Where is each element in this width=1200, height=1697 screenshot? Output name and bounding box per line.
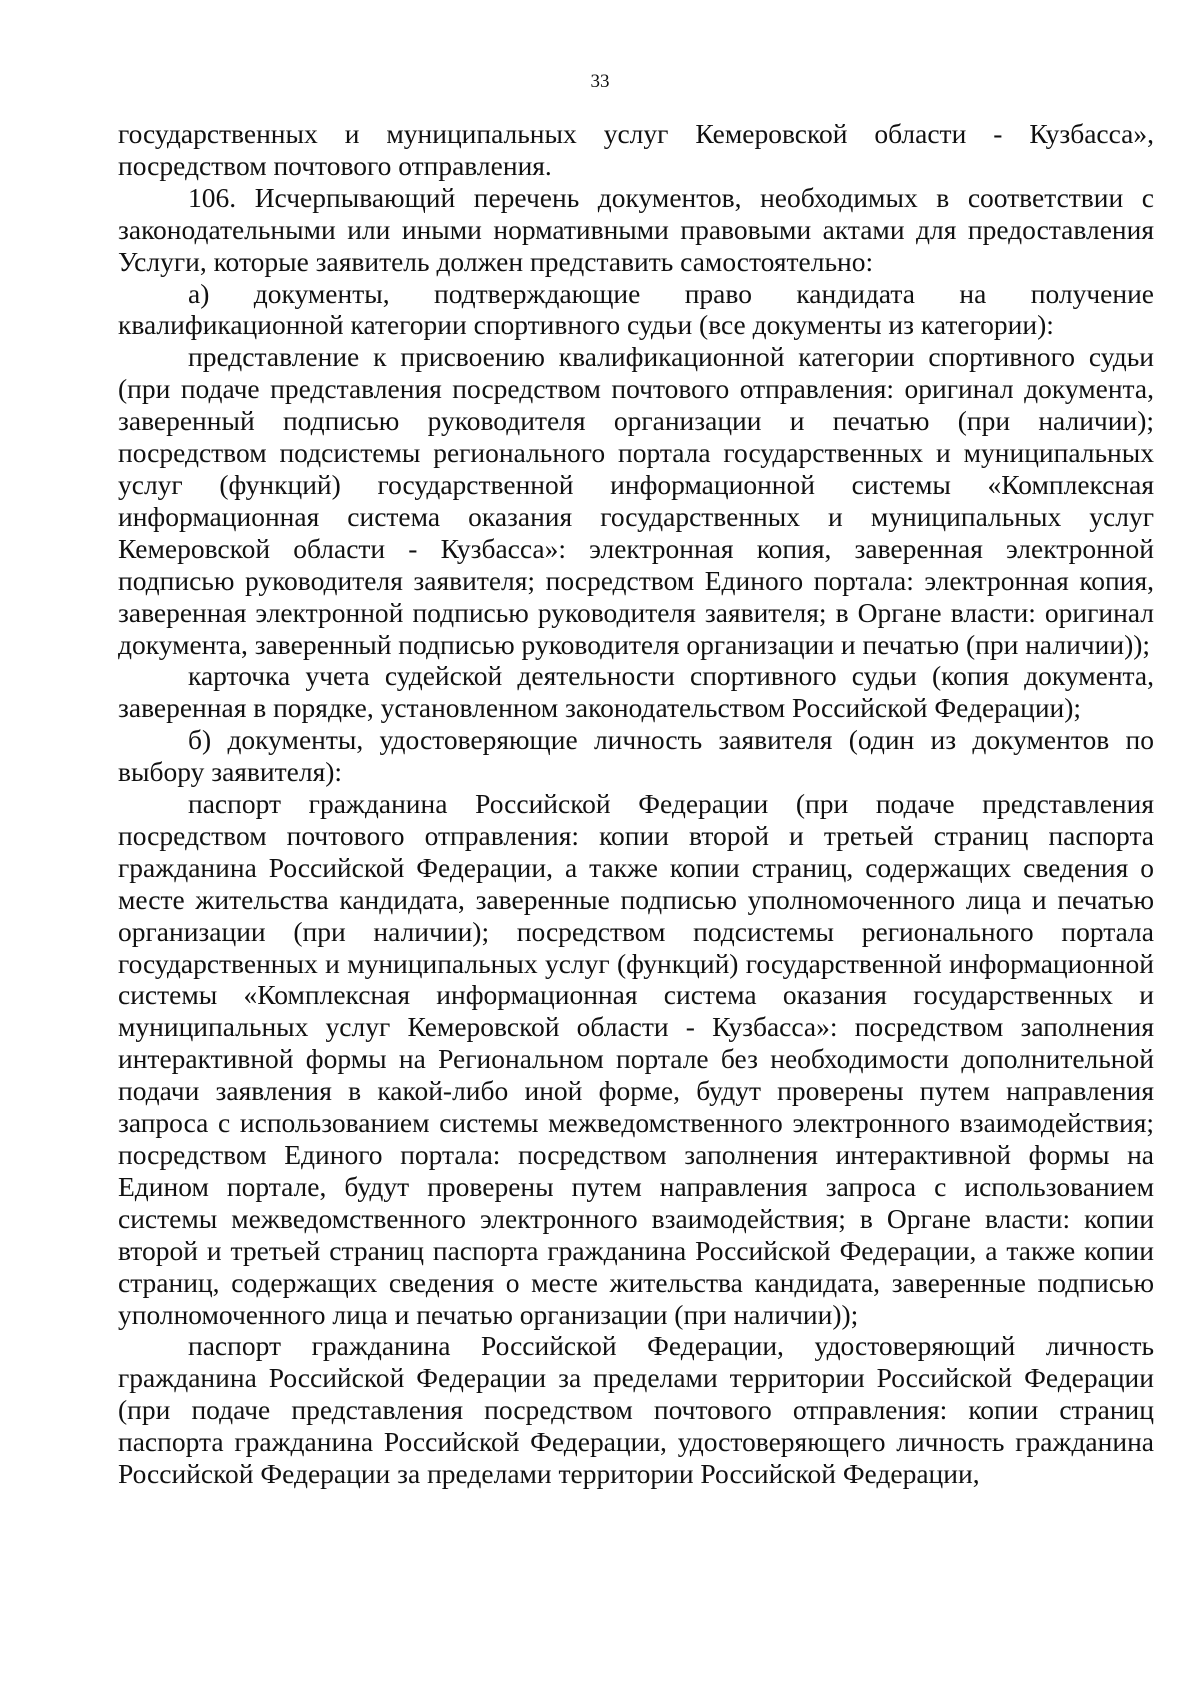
- document-body: [118, 118, 1154, 1490]
- paragraph-subitem-b: б) документы, удостоверяющие личность заявителя (один из документов по выбору заявителя):: [118, 724, 1154, 788]
- paragraph-subitem-a: а) документы, подтверждающие право кандидата на получение квалификационной категории спортивного судьи (все документы из категории):: [118, 277, 1154, 341]
- paragraph-referee-card: карточка учета судейской деятельности спортивного судьи (копия документа, заверенная в порядке, установленном законодательством Российской Федерации);: [118, 660, 1154, 724]
- paragraph-foreign-passport: паспорт гражданина Российской Федерации, удостоверяющий личность гражданина Российской Федерации за пределами территории Российской Федерации (при подаче представления посредством почтового отправления: копии страниц паспорта гражданина Российской Федерации, удостоверяющего личность гражданина Российской Федерации за пределами территории Российской Федерации,: [118, 1330, 1154, 1490]
- paragraph-continuation: государственных и муниципальных услуг Кемеровской области - Кузбасса», посредством почтового отправления.: [118, 118, 1154, 181]
- paragraph-domestic-passport: паспорт гражданина Российской Федерации (при подаче представления посредством почтового отправления: копии второй и третьей страниц паспорта гражданина Российской Федерации, а также копии страниц, содержащих сведения о месте жительства кандидата, заверенные подписью уполномоченного лица и печатью организации (при наличии); посредством подсистемы регионального портала государственных и муниципальных услуг (функций) государственной информационной системы «Комплексная информационная система оказания государственных и муниципальных услуг Кемеровской области - Кузбасса»: посредством заполнения интерактивной формы на Региональном портале без необходимости дополнительной подачи заявления в какой-либо иной форме, будут проверены путем направления запроса с использованием системы межведомственного электронного взаимодействия; посредством Единого портала: посредством заполнения интерактивной формы на Едином портале, будут проверены путем направления запроса с использованием системы межведомственного электронного взаимодействия; в Органе власти: копии второй и третьей страниц паспорта гражданина Российской Федерации, а также копии страниц, содержащих сведения о месте жительства кандидата, заверенные подписью уполномоченного лица и печатью организации (при наличии));: [118, 788, 1154, 1330]
- paragraph-referee-nomination: представление к присвоению квалификационной категории спортивного судьи (при подаче представления посредством почтового отправления: оригинал документа, заверенный подписью руководителя организации и печатью (при наличии); посредством подсистемы регионального портала государственных и муниципальных услуг (функций) государственной информационной системы «Комплексная информационная система оказания государственных и муниципальных услуг Кемеровской области - Кузбасса»: электронная копия, заверенная электронной подписью руководителя заявителя; посредством Единого портала: электронная копия, заверенная электронной подписью руководителя заявителя; в Органе власти: оригинал документа, заверенный подписью руководителя организации и печатью (при наличии));: [118, 341, 1154, 660]
- page-number: 33: [590, 71, 610, 92]
- paragraph-item-106: 106. Исчерпывающий перечень документов, необходимых в соответствии с законодательными или иными нормативными правовыми актами для предоставления Услуги, которые заявитель должен представить самостоятельно:: [118, 181, 1154, 277]
